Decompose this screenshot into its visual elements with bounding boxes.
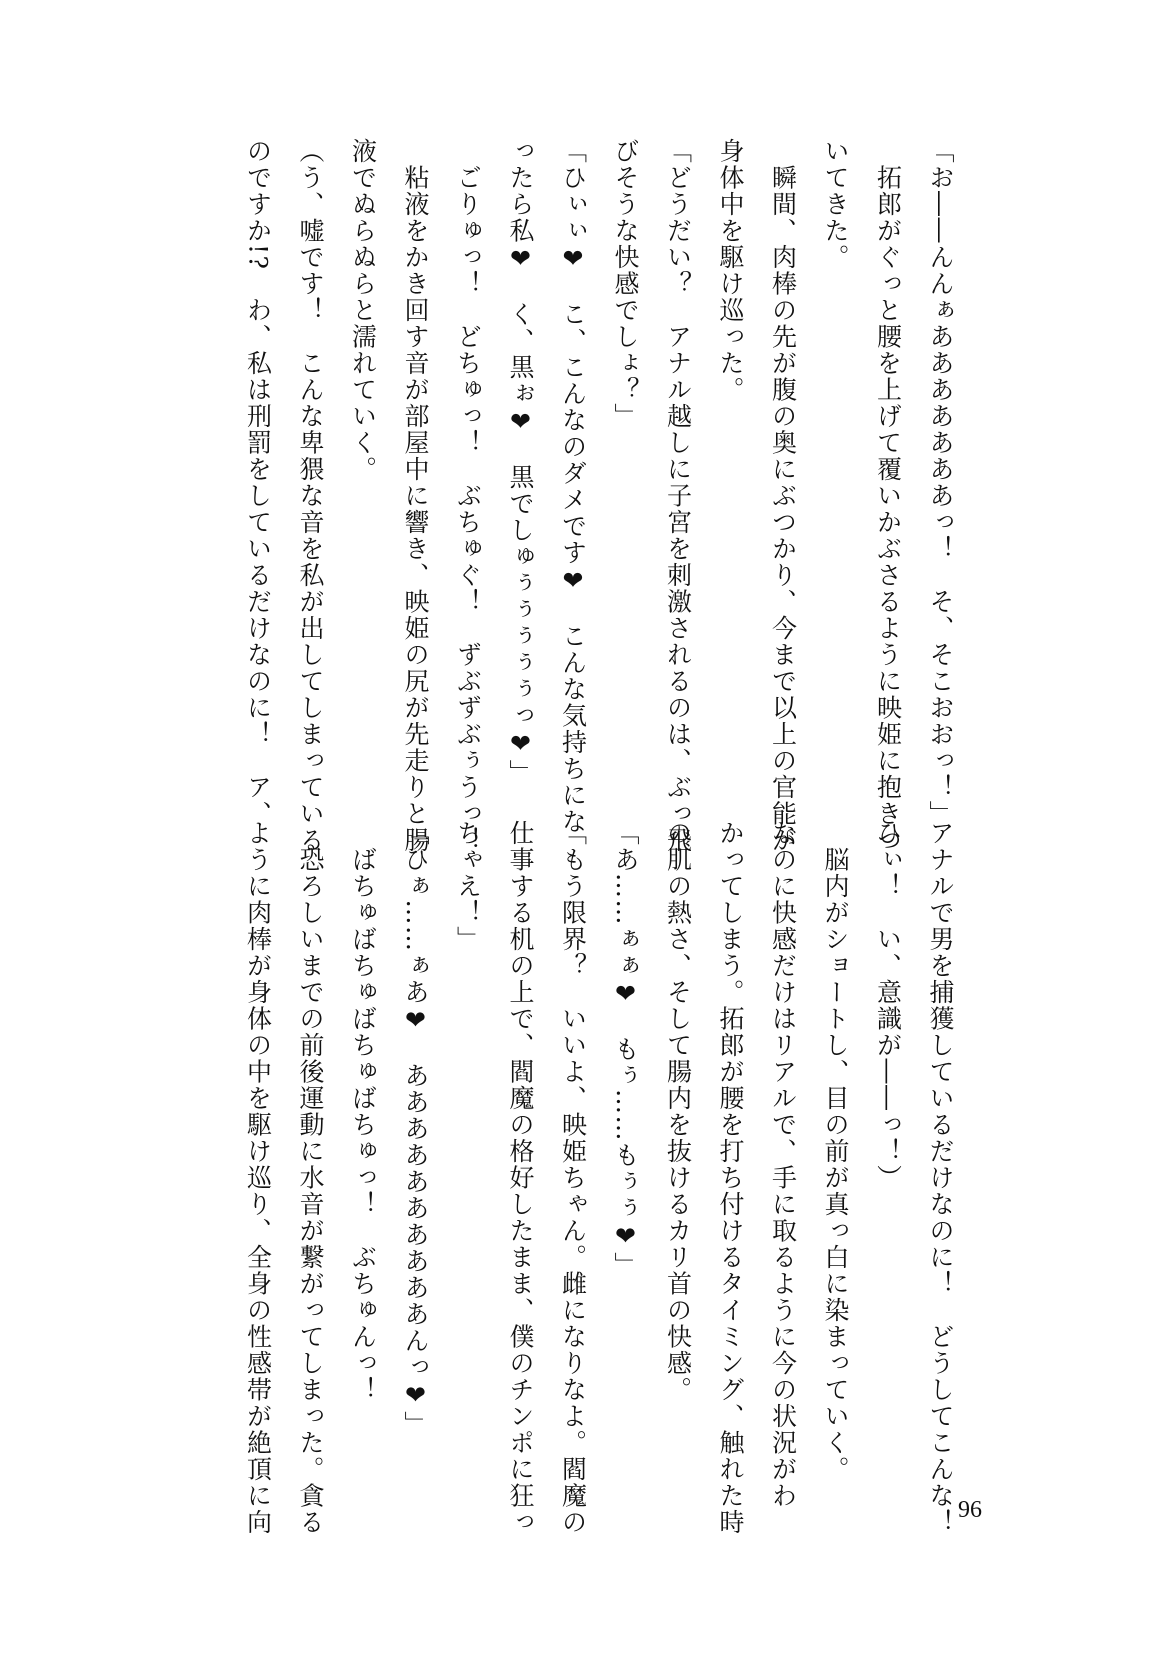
text-column: 瞬間、肉棒の先が腹の奥にぶつかり、今まで以上の官能が [768,138,798,854]
text-block-top [226,138,966,854]
text-column: ひぃ！ い、意識が――っ！） [873,820,903,1191]
text-column: 仕事する机の上で、閻魔の格好したまま、僕のチンポに狂っ [506,820,535,1536]
text-column: 恐ろしいまでの前後運動に水音が繋がってしまった。貪る [296,820,325,1536]
text-column: 脳内がショートし、目の前が真っ白に染まっていく。 [821,820,850,1483]
text-column: 「もう限界？ いいよ、映姫ちゃん。雌になりなよ。閻魔の [558,820,588,1536]
text-column: 「ひぁ……ぁあ❤ ああああああああああんっ❤」 [401,820,430,1438]
text-column: アナルで男を捕獲しているだけなのに！ どうしてこんな！ [926,820,955,1536]
text-column: の肌の熱さ、そして腸内を抜けるカリ首の快感。 [663,820,693,1403]
text-column: ちゃえ！」 [453,820,483,953]
text-column: びそうな快感でしょ？」 [611,138,640,430]
page-number: 96 [958,1497,982,1523]
text-column: かってしまう。拓郎が腰を打ち付けるタイミング、触れた時 [716,820,745,1536]
text-column: 液でぬらぬらと濡れていく。 [348,138,378,483]
text-column: 「あ……ぁぁ❤ もぅ……もぅぅ❤」 [611,820,640,1279]
text-column: ごりゅっ！ どちゅっ！ ぶちゅぐ！ ずぶずぶぅうっ！ [453,138,483,854]
text-column: 「ひぃぃ❤ こ、こんなのダメです❤ こんな気持ちにな [558,138,588,835]
text-column: ばちゅばちゅばちゅばちゅっ！ ぶちゅんっ！ [348,820,378,1403]
text-column: 拓郎がぐっと腰を上げて覆いかぶさるように映姫に抱きつ [873,138,903,854]
text-column: 粘液をかき回す音が部屋中に響き、映姫の尻が先走りと腸 [401,138,430,854]
text-column: なのに快感だけはリアルで、手に取るように今の状況がわ [768,820,798,1509]
text-column: 「どうだい？ アナル越しに子宮を刺激されるのは、ぶっ飛 [663,138,693,854]
text-column: いてきた。 [821,138,850,271]
text-column: ったら私❤ く、黒ぉ❤ 黒でしゅぅぅぅぅぅっ❤」 [506,138,535,786]
text-column: のですか!? わ、私は刑罰をしているだけなのに！ ア、 [243,138,273,827]
text-column: 身体中を駆け巡った。 [716,138,745,403]
text-column: （う、嘘です！ こんな卑猥な音を私が出してしまっている [296,138,325,854]
text-block-bottom [226,820,966,1536]
text-column: 「お――んんぁあああああああっ！ そ、そこおおっ！」 [926,138,955,827]
text-column: ように肉棒が身体の中を駆け巡り、全身の性感帯が絶頂に向 [243,820,273,1536]
